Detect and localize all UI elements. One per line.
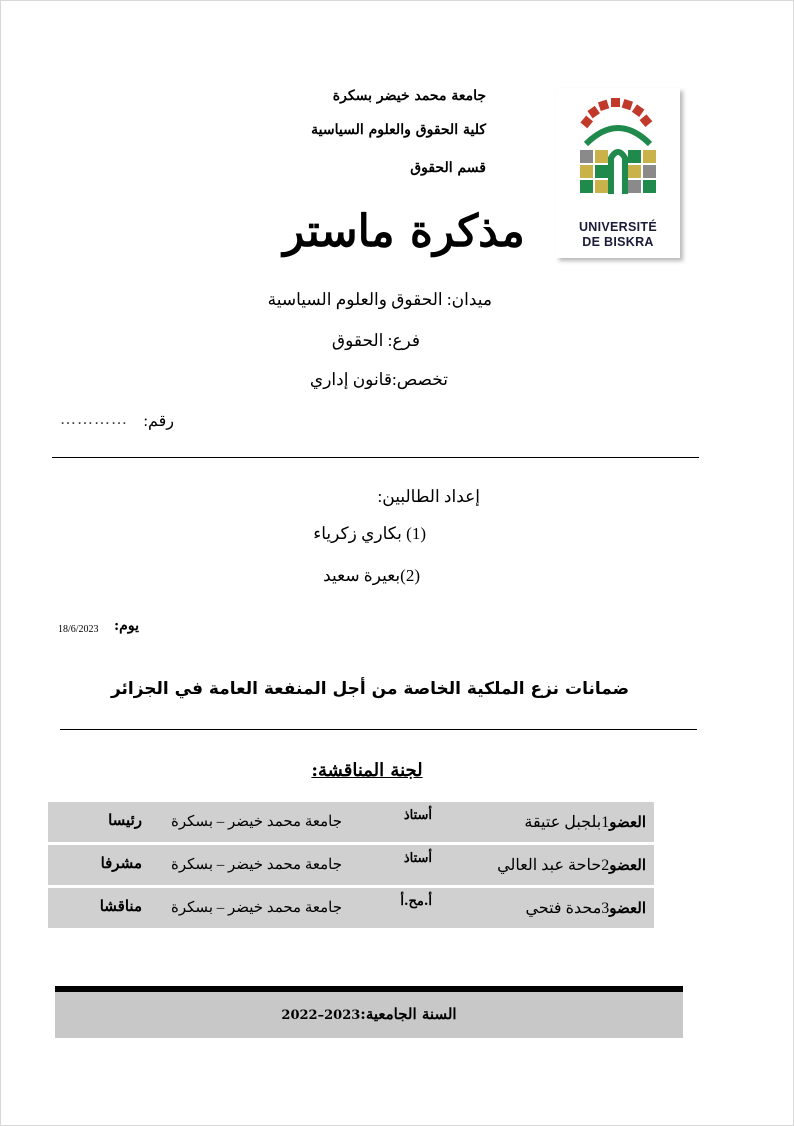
document-title: مذكرة ماستر <box>283 206 525 257</box>
academic-year-box <box>55 986 683 1038</box>
committee-role: رئيسا <box>108 811 142 829</box>
committee-role: مناقشا <box>99 897 142 915</box>
academic-year <box>55 1004 683 1023</box>
committee-member: العضو2حاحة عبد العالي <box>497 856 646 874</box>
branch-label: فرع: الحقوق <box>331 331 420 350</box>
committee-role: مشرفا <box>100 854 142 872</box>
academic-year-label: السنة الجامعية: <box>360 1005 457 1023</box>
committee-grade: أ.مح.أ <box>400 894 432 909</box>
thesis-title: ضمانات نزع الملكية الخاصة من أجل المنفعة العامة في الجزائر <box>110 679 630 699</box>
committee-row-1 <box>48 802 654 842</box>
prepared-by-label: إعداد الطالبين: <box>377 487 480 506</box>
committee-member: العضو3محدة فتحي <box>525 899 646 917</box>
committee-university: جامعة محمد خيضر – بسكرة <box>171 857 342 873</box>
committee-university: جامعة محمد خيضر – بسكرة <box>171 900 342 916</box>
number-label: رقم: <box>143 413 174 430</box>
committee-row-2 <box>48 845 654 885</box>
university-name: جامعة محمد خيضر بسكرة <box>332 88 486 104</box>
student-1: (1) بكاري زكرياء <box>313 524 426 543</box>
university-logo <box>556 88 680 258</box>
logo-emblem-icon <box>556 88 680 218</box>
department-name: قسم الحقوق <box>410 160 486 176</box>
faculty-name: كلية الحقوق والعلوم السياسية <box>311 122 486 138</box>
committee-heading: لجنة المناقشة: <box>311 760 423 781</box>
specialty-label: تخصص:قانون إداري <box>309 370 448 389</box>
divider-middle <box>60 729 697 730</box>
academic-year-value: 2023–2022 <box>281 1008 361 1023</box>
student-2: (2)بعيرة سعيد <box>323 566 420 585</box>
committee-row-3 <box>48 888 654 928</box>
date-label: يوم: <box>114 618 139 634</box>
logo-line-2: DE BISKRA <box>582 235 654 249</box>
date-value: 18/6/2023 <box>58 624 99 635</box>
number-value: ………… <box>60 411 128 428</box>
committee-grade: أستاذ <box>403 808 432 823</box>
field-label: ميدان: الحقوق والعلوم السياسية <box>267 290 492 309</box>
divider-top <box>52 457 699 458</box>
committee-university: جامعة محمد خيضر – بسكرة <box>171 814 342 830</box>
committee-grade: أستاذ <box>403 851 432 866</box>
logo-line-1: UNIVERSITÉ <box>578 220 657 234</box>
committee-member: العضو1بلجبل عتيقة <box>524 813 646 831</box>
